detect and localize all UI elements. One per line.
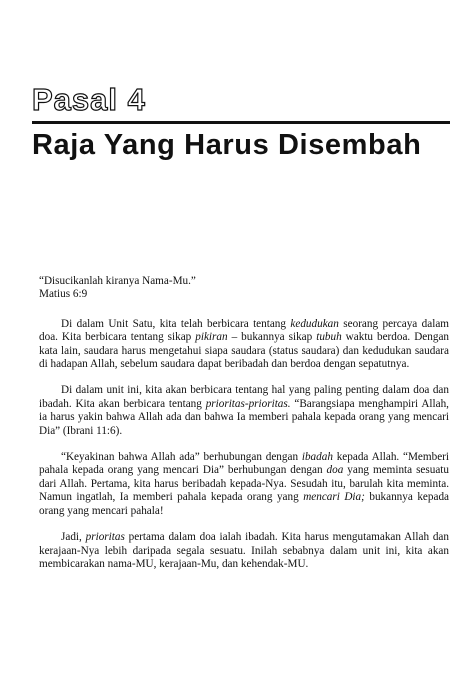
text-run: waktu berdoa. Dengan kata lain, saudara harus mengetahui siapa saudara (status saudara) dan kedudukan saudara di hadapan Allah, sebelum saudara dapat beribadah dan berdoa dengan sepatutnya.	[39, 331, 450, 371]
chapter-title: Raja Yang Harus Disembah	[32, 129, 422, 161]
epigraph-reference: Matius 6:9	[39, 288, 88, 301]
emphasis-text: doa	[326, 464, 344, 477]
body-content	[39, 275, 449, 584]
text-run: seorang percaya dalam doa. Kita berbicara tentang sikap	[39, 317, 449, 344]
title-divider	[32, 121, 450, 124]
text-run: Jadi,	[61, 531, 86, 544]
text-run: yang meminta sesuatu dari Allah. Pertama, kita harus beribadah kepada-Nya. Sesudah itu, barulah kita meminta. Namun ingatlah, Ia memberi pahala kepada orang yang	[39, 464, 450, 504]
text-run: kepada Allah. “Memberi pahala kepada orang yang mencari Dia” berhubungan dengan	[39, 451, 449, 477]
emphasis-text: kedudukan	[290, 317, 339, 330]
body-paragraph	[39, 531, 449, 571]
emphasis-text: pikiran	[195, 331, 228, 344]
body-paragraph	[39, 384, 449, 438]
body-paragraph	[39, 451, 449, 518]
text-run: – bukannya sikap	[227, 331, 317, 344]
emphasis-text: prioritas	[85, 531, 125, 544]
emphasis-text: prioritas-prioritas.	[205, 397, 291, 410]
body-paragraph	[39, 318, 449, 372]
emphasis-text: tubuh	[316, 331, 342, 344]
text-run: “Barangsiapa menghampiri Allah, ia harus yakin bahwa Allah ada dan bahwa Ia memberi pahala kepada orang yang mencari Dia” (Ibrani 11:6).	[39, 397, 449, 437]
chapter-label: Pasal 4	[32, 82, 146, 117]
text-run: pertama dalam doa ialah ibadah. Kita harus mengutamakan Allah dan kerajaan-Nya lebih daripada segala sesuatu. Inilah sebabnya dalam unit ini, kita akan membicarakan nama-MU, kerajaan-Mu, dan kehendak-MU.	[39, 531, 449, 570]
text-run: bukannya kepada orang yang mencari pahala!	[39, 491, 450, 517]
emphasis-text: ibadah	[301, 451, 333, 464]
text-run: Di dalam unit ini, kita akan berbicara tentang hal yang paling penting dalam doa dan ibadah. Kita akan berbicara tentang	[39, 384, 449, 410]
text-run: “Keyakinan bahwa Allah ada” berhubungan dengan	[61, 451, 302, 464]
epigraph	[39, 275, 449, 302]
epigraph-quote: “Disucikanlah kiranya Nama-Mu.”	[39, 275, 196, 287]
emphasis-text: mencari Dia;	[303, 491, 365, 504]
text-run: Di dalam Unit Satu, kita telah berbicara tentang	[61, 317, 291, 330]
